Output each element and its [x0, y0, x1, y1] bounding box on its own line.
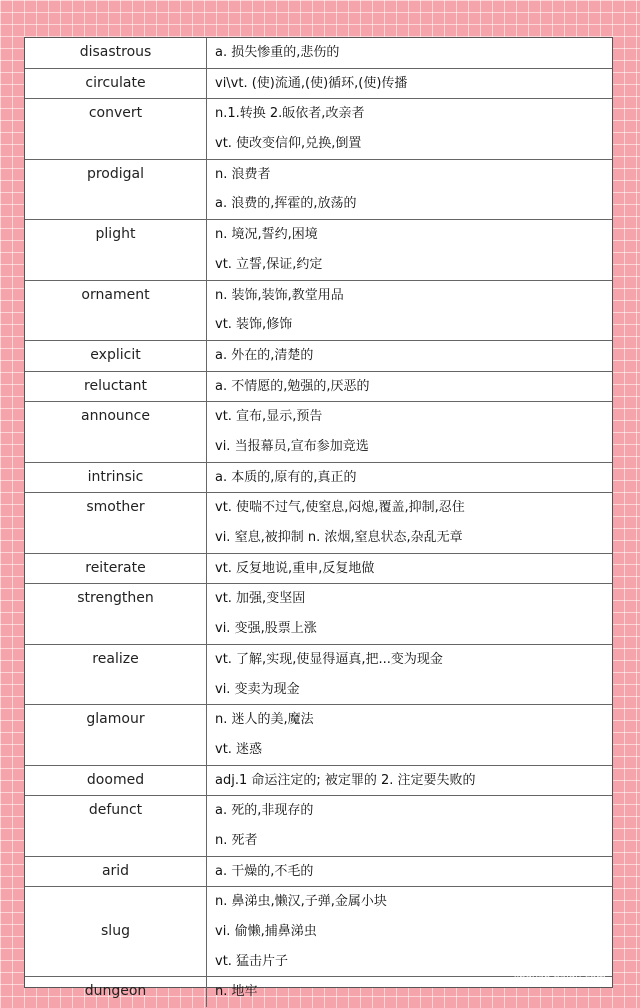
definition-line: a. 外在的,清楚的	[215, 347, 314, 363]
definition-cell	[207, 705, 613, 765]
definition-cell	[207, 68, 613, 99]
definition-line: a. 干燥的,不毛的	[215, 863, 314, 879]
table-row	[25, 220, 612, 280]
definition-cell	[207, 796, 613, 856]
table-row	[25, 705, 612, 765]
table-row	[25, 371, 612, 402]
table-row	[25, 584, 612, 644]
table-row	[25, 99, 612, 159]
definition-cell	[207, 462, 613, 493]
definition-line: n. 装饰,装饰,教堂用品	[215, 287, 344, 303]
word-cell: doomed	[25, 765, 207, 796]
definition-line: vi. 当报幕员,宣布参加竞选	[215, 439, 369, 454]
word-cell: slug	[25, 887, 207, 977]
table-row	[25, 340, 612, 371]
word-cell: dungeon	[25, 977, 207, 1007]
definition-line: a. 浪费的,挥霍的,放荡的	[215, 196, 357, 212]
definition-cell	[207, 493, 613, 553]
word-cell: realize	[25, 644, 207, 704]
definition-cell	[207, 856, 613, 887]
definition-line: adj.1 命运注定的; 被定罪的 2. 注定要失败的	[215, 772, 476, 788]
table-row	[25, 280, 612, 340]
definition-cell	[207, 402, 613, 462]
table-row	[25, 402, 612, 462]
definition-line: n. 浪费者	[215, 166, 271, 182]
definition-line: vi. 偷懒,捕鼻涕虫	[215, 924, 317, 940]
baidu-watermark	[484, 942, 606, 984]
definition-line: vt. 加强,变坚固	[215, 591, 306, 607]
word-cell: disastrous	[25, 38, 207, 68]
definition-cell	[207, 371, 613, 402]
word-cell: explicit	[25, 340, 207, 371]
vocabulary-table	[25, 38, 612, 1007]
word-cell: announce	[25, 402, 207, 462]
definition-cell	[207, 765, 613, 796]
word-cell: strengthen	[25, 584, 207, 644]
watermark-logo: Baidu 经验	[483, 947, 606, 972]
definition-line: vi. 变卖为现金	[215, 681, 300, 697]
definition-cell	[207, 280, 613, 340]
definition-line: vt. 反复地说,重申,反复地做	[215, 560, 375, 576]
word-cell: prodigal	[25, 159, 207, 219]
definition-line: vi. 窒息,被抑制 n. 浓烟,窒息状态,杂乱无章	[215, 530, 463, 546]
table-row	[25, 38, 612, 68]
table-row	[25, 856, 612, 887]
definition-line: vt. 迷惑	[215, 741, 263, 757]
word-cell: circulate	[25, 68, 207, 99]
table-row	[25, 68, 612, 99]
word-cell: intrinsic	[25, 462, 207, 493]
word-cell: ornament	[25, 280, 207, 340]
definition-line: a. 死的,非现存的	[215, 803, 314, 819]
table-row	[25, 644, 612, 704]
definition-line: vt. 装饰,修饰	[215, 317, 293, 333]
definition-cell	[207, 99, 613, 159]
definition-line: n.1.转换 2.皈依者,改亲者	[215, 106, 365, 122]
table-row	[25, 796, 612, 856]
definition-line: vt. 立誓,保证,约定	[215, 256, 323, 272]
definition-line: n. 鼻涕虫,懒汉,子弹,金属小块	[215, 894, 387, 910]
definition-line: a. 损失惨重的,悲伤的	[215, 45, 340, 60]
word-cell: defunct	[25, 796, 207, 856]
definition-cell	[207, 644, 613, 704]
vocabulary-sheet	[24, 37, 613, 1000]
definition-line: n. 境况,誓约,困境	[215, 227, 318, 243]
definition-line: vt. 了解,实现,使显得逼真,把...变为现金	[215, 651, 443, 667]
definition-line: vt. 使喘不过气,使窒息,闷熄,覆盖,抑制,忍住	[215, 500, 465, 516]
definition-line: vt. 宣布,显示,预告	[215, 409, 323, 425]
word-cell: glamour	[25, 705, 207, 765]
word-cell: arid	[25, 856, 207, 887]
definition-cell	[207, 340, 613, 371]
definition-line: vi. 变强,股票上涨	[215, 621, 317, 637]
definition-line: n. 迷人的美,魔法	[215, 712, 314, 728]
table-row	[25, 462, 612, 493]
word-cell: plight	[25, 220, 207, 280]
definition-line: n. 死者	[215, 832, 258, 848]
definition-line: vt. 使改变信仰,兑换,倒置	[215, 136, 362, 152]
table-row	[25, 765, 612, 796]
definition-cell	[207, 584, 613, 644]
definition-cell	[207, 220, 613, 280]
definition-line: vi\vt. (使)流通,(使)循环,(使)传播	[215, 75, 408, 91]
definition-cell	[207, 159, 613, 219]
definition-line: a. 不情愿的,勉强的,厌恶的	[215, 378, 370, 394]
word-cell: reiterate	[25, 553, 207, 584]
definition-line: vt. 猛击片子	[215, 953, 289, 969]
word-cell: convert	[25, 99, 207, 159]
word-cell: reluctant	[25, 371, 207, 402]
definition-cell	[207, 38, 613, 68]
watermark-url: jingyan.baidu.com	[513, 973, 606, 984]
table-row	[25, 493, 612, 553]
word-cell: smother	[25, 493, 207, 553]
definition-line: n. 地牢	[215, 984, 258, 1000]
table-row	[25, 553, 612, 584]
table-row	[25, 159, 612, 219]
definition-line: a. 本质的,原有的,真正的	[215, 469, 357, 485]
definition-cell	[207, 553, 613, 584]
